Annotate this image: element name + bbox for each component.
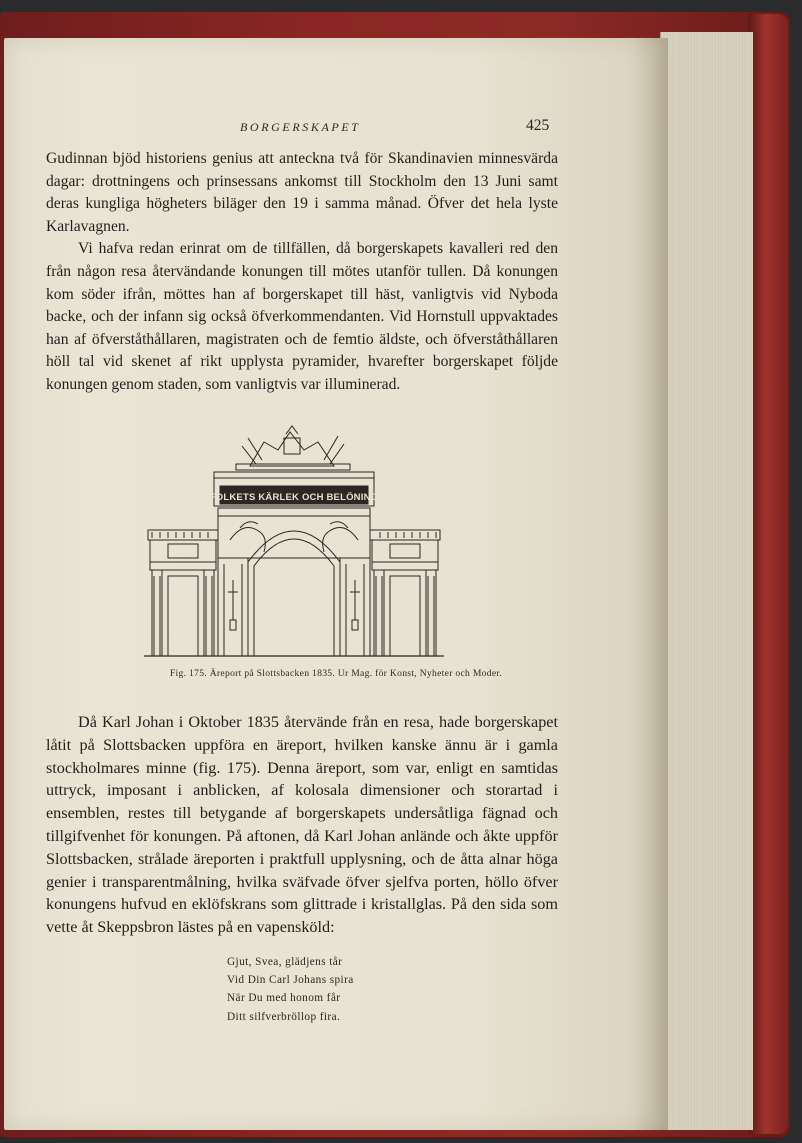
figure-caption: Fig. 175. Äreport på Slottsbacken 1835. Ur Mag. för Konst, Nyheter och Moder.: [169, 668, 503, 679]
verse-line: När Du med honom får: [227, 992, 341, 1005]
body-text-top: [46, 148, 558, 397]
page-curl-shadow: [634, 38, 668, 1130]
body-text-bottom: [46, 711, 558, 939]
paragraph: Gudinnan bjöd historiens genius att anteckna två för Skandinavien minnesvärda dagar: drottningens och prinsessans ankomst till Stockholm den 13 Juni samt deras kungliga högheters biläger den 19 i samma månad. Öfver det hela lyste Karlavagnen.: [46, 150, 558, 235]
triumphal-arch-illustration: [144, 420, 450, 662]
arch-banner-text: FOLKETS KÄRLEK OCH BELÖNING: [209, 492, 379, 503]
book-cover-edge: [748, 14, 788, 1134]
paragraph: Då Karl Johan i Oktober 1835 återvände från en resa, hade borgerskapet låtit på Slottsbacken uppföra en äreport, hvilken kanske ännu är i gamla stockholmares minne (fig. 175). Denna äreport, som var, enligt en samtidas uttryck, imposant i anblicken, af kolosala dimensioner och storartad i ensemblen, restes till betygande af borgerskapets undersåtliga fägnad och tillgifvenhet för konungen. På aftonen, då Karl Johan anlände och åkte uppför Slottsbacken, strålade äreporten i praktfull upplysning, och de åtta alnar höga genier i transparentmålning, hvilka sväfvade öfver sjelfva porten, höllo öfver konungens hufvud en eklöfskrans som glittrade i kristallglas. På den sida som vette åt Skeppsbron lästes på en vapensköld:: [46, 713, 558, 937]
verse-line: Ditt silfverbröllop fira.: [227, 1010, 341, 1023]
verse-line: Gjut, Svea, glädjens tår: [227, 956, 343, 968]
arch-engraving: [144, 420, 450, 662]
verse: [227, 953, 354, 1026]
verse-line: Vid Din Carl Johans spira: [227, 974, 354, 987]
paragraph: Vi hafva redan erinrat om de tillfällen, då borgerskapets kavalleri red den från någon resa återvändande konungen till mötes utanför tullen. Då konungen kom söder ifrån, möttes han af borgerskapet till häst, vanligtvis vid Nyboda backe, och der infann sig också öfverkommendanten. Vid Hornstull uppvaktades han af öfverståthållaren, magistraten och de femtio äldste, och öfverståthållaren höll tal vid skenet af rikt upplysta pyramider, hvarefter borgerskapet följde konungen genom staden, som vanligtvis var illuminerad.: [46, 240, 558, 393]
running-title: BORGERSKAPET: [240, 120, 361, 134]
page-edges: [660, 32, 753, 1130]
page-number: 425: [526, 117, 550, 134]
running-head: [4, 117, 672, 140]
